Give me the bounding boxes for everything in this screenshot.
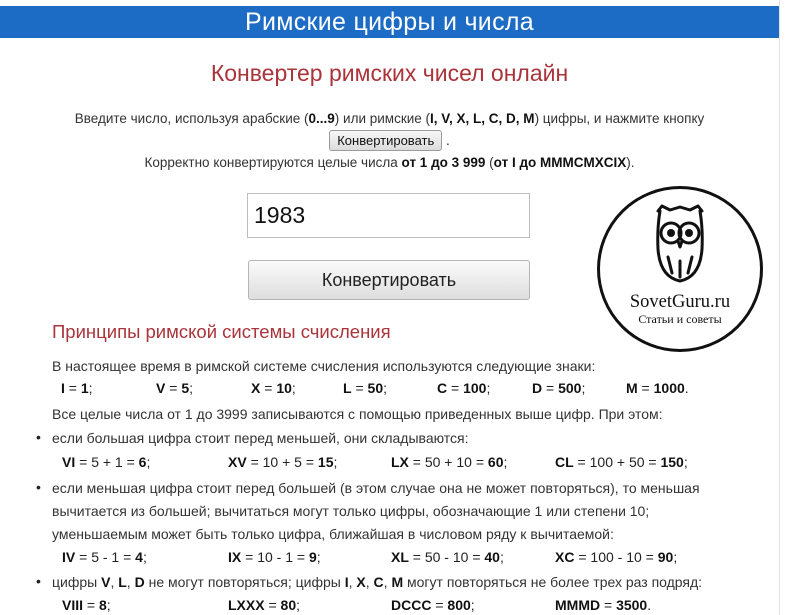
example-lx: LX = 50 + 10 = 60; (391, 454, 508, 470)
example-dccc: DCCC = 800; (391, 597, 475, 613)
bullet-icon: • (36, 573, 41, 589)
principles-intro: В настоящее время в римской системе счисления используются следующие знаки: (52, 358, 596, 374)
rule-subtraction-line-a: если меньшая цифра стоит перед большей (в этом случае она не может повторяться), то меньшая (52, 480, 700, 496)
number-input[interactable]: 1983 (247, 193, 530, 238)
example-ix: IX = 10 - 1 = 9; (228, 549, 321, 565)
example-xc: XC = 100 - 10 = 90; (555, 549, 678, 565)
sovetguru-logo (597, 186, 763, 352)
logo-tagline: Статьи и советы (638, 312, 722, 326)
example-vi: VI = 5 + 1 = 6; (62, 454, 151, 470)
symbol-v: V = 5; (156, 380, 193, 396)
principles-rules-intro: Все целые числа от 1 до 3999 записываются с помощью приведенных выше цифр. При этом: (52, 406, 663, 422)
rule-subtraction-line-c: уменьшаемым может быть только цифра, ближайшая в числовом ряду к вычитаемой: (52, 526, 614, 542)
converter-instructions: Введите число, используя арабские (0...9) или римские (I, V, X, L, C, D, M) цифры, и нажмите кнопку (74, 111, 705, 126)
rule-repetition-text: цифры V, L, D не могут повторяться; цифры I, X, C, M могут повторяться не более трех раз подряд: (52, 574, 703, 590)
converter-range-note: Корректно конвертируются целые числа от 1 до 3 999 (от I до MMMCMXCIX). (144, 155, 635, 170)
inline-convert-button[interactable]: Конвертировать (329, 130, 442, 151)
example-cl: CL = 100 + 50 = 150; (555, 454, 688, 470)
example-mmmd: MMMD = 3500. (555, 597, 652, 613)
symbol-l: L = 50; (343, 380, 387, 396)
principles-heading: Принципы римской системы счисления (52, 321, 391, 342)
rule-addition-text: если большая цифра стоит перед меньшей, они складываются: (52, 430, 469, 446)
symbol-i: I = 1; (61, 380, 93, 396)
bullet-icon: • (36, 479, 41, 495)
page-title: Римские цифры и числа (0, 6, 779, 38)
symbol-d: D = 500; (532, 380, 586, 396)
logo-name: SovetGuru.ru (629, 292, 731, 312)
example-lxxx: LXXX = 80; (228, 597, 301, 613)
example-xl: XL = 50 - 10 = 40; (391, 549, 504, 565)
convert-button[interactable]: Конвертировать (248, 260, 530, 300)
converter-heading: Конвертер римских чисел онлайн (210, 60, 569, 86)
rule-subtraction-line-b: вычитается из большей; вычитаться могут только цифры, обозначающие 1 или степени 10; (52, 503, 650, 519)
bullet-icon: • (36, 429, 41, 445)
symbol-m: M = 1000. (626, 380, 689, 396)
symbol-x: X = 10; (251, 380, 296, 396)
example-iv: IV = 5 - 1 = 4; (62, 549, 147, 565)
example-viii: VIII = 8; (62, 597, 111, 613)
example-xv: XV = 10 + 5 = 15; (228, 454, 338, 470)
owl-icon (600, 189, 760, 289)
inline-button-row: Конвертировать . (0, 130, 779, 151)
symbol-c: C = 100; (437, 380, 491, 396)
